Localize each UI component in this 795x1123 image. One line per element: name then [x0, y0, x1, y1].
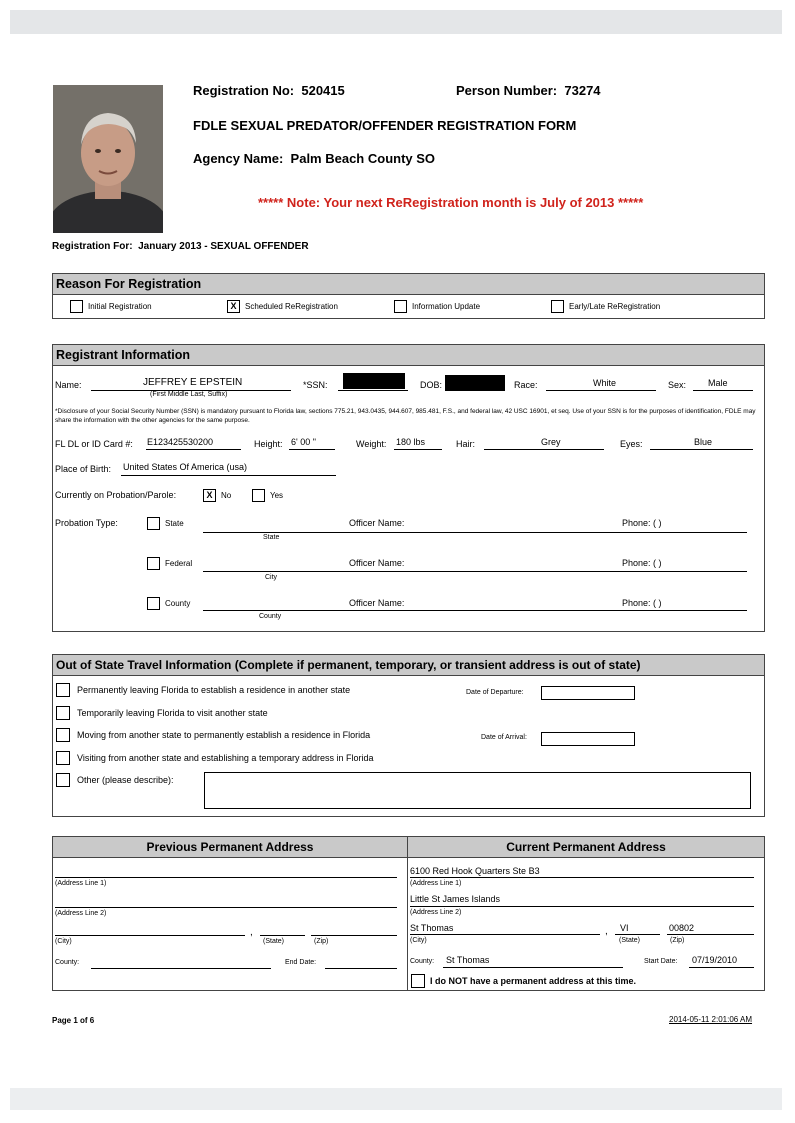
race-label: Race: — [514, 380, 538, 390]
name-hint: (First Middle Last, Suffix) — [150, 391, 228, 398]
print-timestamp: 2014-05-11 2:01:06 AM — [669, 1015, 753, 1024]
curr-start-date-value: 07/19/2010 — [692, 955, 738, 965]
checkbox-travel-permanently-leaving[interactable] — [56, 683, 70, 697]
label-scheduled-reregistration: Scheduled ReRegistration — [245, 302, 338, 311]
phone-label-1: Phone: ( ) — [622, 518, 662, 528]
probation-label: Currently on Probation/Parole: — [55, 490, 177, 500]
other-description-field[interactable] — [204, 772, 751, 809]
travel-section — [52, 654, 765, 817]
pob-label: Place of Birth: — [55, 464, 112, 474]
checkbox-initial-registration[interactable] — [70, 300, 83, 313]
prev-line1-label: (Address Line 1) — [55, 880, 107, 887]
travel-option-4: Visiting from another state and establishing a temporary address in Florida — [77, 753, 374, 763]
sex-value: Male — [708, 378, 728, 388]
checkbox-probation-federal[interactable] — [147, 557, 160, 570]
dob-label: DOB: — [420, 380, 443, 390]
curr-city-value: St Thomas — [410, 923, 454, 933]
departure-label: Date of Departure: — [466, 689, 524, 696]
weight-value: 180 lbs — [396, 437, 426, 447]
travel-option-1: Permanently leaving Florida to establish a residence in another state — [77, 685, 351, 695]
checkbox-probation-no[interactable]: X — [203, 489, 216, 502]
checkbox-travel-visiting[interactable] — [56, 751, 70, 765]
checkbox-information-update[interactable] — [394, 300, 407, 313]
curr-state-label: (State) — [619, 937, 641, 944]
probation-yes-label: Yes — [270, 491, 284, 500]
curr-start-date-label: Start Date: — [644, 958, 678, 965]
label-initial-registration: Initial Registration — [88, 302, 152, 311]
probation-federal-label: Federal — [165, 559, 193, 568]
height-value: 6' 00 " — [291, 437, 316, 447]
address-section: Previous Permanent Address Current Permanent Address (Address Line 1) (Address Line 2) , (City) (State) (Zip) County: End Date: 6100 Red Hook Quarters Ste B3 (Address Line 1) Little St James Islands (Address Line 2) St Thomas , VI 00802 (City) (State) (Zip) County: St Thomas Start Date: 07/19/2010 I do NOT have a permanent address at this time. — [52, 836, 765, 991]
officer-name-label-1: Officer Name: — [349, 518, 405, 528]
dl-label: FL DL or ID Card #: — [55, 439, 133, 449]
ssn-label: *SSN: — [303, 380, 328, 390]
arrival-date-field[interactable] — [541, 732, 635, 746]
checkbox-probation-yes[interactable] — [252, 489, 265, 502]
page-number: Page 1 of 6 — [52, 1016, 95, 1025]
phone-label-3: Phone: ( ) — [622, 598, 662, 608]
checkbox-scheduled-reregistration[interactable]: X — [227, 300, 240, 313]
probation-county-label: County — [165, 599, 191, 608]
arrival-label: Date of Arrival: — [481, 734, 527, 741]
checkbox-early-late-reregistration[interactable] — [551, 300, 564, 313]
prev-zip-label: (Zip) — [314, 938, 329, 945]
eyes-label: Eyes: — [620, 439, 643, 449]
ssn-disclosure: *Disclosure of your Social Security Number (SSN) is mandatory pursuant to Florida law, sections 775.21, 943.0435, 944.607, 985.481, F.S., and federal law, 42 USC 16901, et seq. Use of your SSN is for the purposes of identification, FDLE may share the information with the other agencies for the same purpose. — [55, 408, 756, 424]
registrant-title: Registrant Information — [53, 345, 764, 366]
checkbox-probation-state[interactable] — [147, 517, 160, 530]
label-information-update: Information Update — [412, 302, 481, 311]
sex-label: Sex: — [668, 380, 687, 390]
curr-zip-value: 00802 — [669, 923, 695, 933]
scan-edge-bottom — [10, 1088, 782, 1110]
registrant-section — [52, 344, 765, 632]
probation-state-sub: State — [263, 534, 280, 541]
hair-value: Grey — [541, 437, 561, 447]
checkbox-travel-temporarily-leaving[interactable] — [56, 706, 70, 720]
agency-name: Agency Name: Palm Beach County SO — [193, 151, 436, 166]
registrant-name: JEFFREY E EPSTEIN — [143, 377, 243, 388]
reason-title: Reason For Registration — [53, 274, 764, 295]
weight-label: Weight: — [356, 439, 387, 449]
curr-line2-label: (Address Line 2) — [410, 909, 462, 916]
probation-type-label: Probation Type: — [55, 518, 118, 528]
reason-section — [52, 273, 765, 319]
curr-county-value: St Thomas — [446, 955, 490, 965]
checkbox-no-permanent-address[interactable] — [411, 974, 425, 988]
checkbox-travel-other[interactable] — [56, 773, 70, 787]
curr-line2-value: Little St James Islands — [410, 894, 501, 904]
reregistration-note: ***** Note: Your next ReRegistration month is July of 2013 ***** — [258, 195, 644, 210]
no-permanent-address-label: I do NOT have a permanent address at this time. — [430, 976, 637, 986]
previous-address-title: Previous Permanent Address — [53, 837, 408, 858]
curr-line1-value: 6100 Red Hook Quarters Ste B3 — [410, 866, 540, 876]
dl-value: E123425530200 — [147, 437, 214, 447]
curr-city-label: (City) — [410, 937, 427, 944]
dob-redaction — [445, 375, 505, 390]
label-early-late-reregistration: Early/Late ReRegistration — [569, 302, 661, 311]
form-title: FDLE SEXUAL PREDATOR/OFFENDER REGISTRATION FORM — [193, 118, 577, 133]
travel-option-5: Other (please describe): — [77, 775, 174, 785]
probation-state-label: State — [165, 519, 184, 528]
prev-county-label: County: — [55, 959, 80, 966]
checkbox-travel-moving-in[interactable] — [56, 728, 70, 742]
scan-edge-top — [10, 10, 782, 34]
registrant-photo — [53, 85, 163, 233]
name-label: Name: — [55, 380, 82, 390]
checkbox-probation-county[interactable] — [147, 597, 160, 610]
travel-title: Out of State Travel Information (Complete if permanent, temporary, or transient address is out of state) — [53, 655, 764, 676]
phone-label-2: Phone: ( ) — [622, 558, 662, 568]
officer-name-label-2: Officer Name: — [349, 558, 405, 568]
prev-city-label: (City) — [55, 938, 72, 945]
departure-date-field[interactable] — [541, 686, 635, 700]
travel-option-3: Moving from another state to permanently establish a residence in Florida — [77, 730, 371, 740]
prev-state-label: (State) — [263, 938, 285, 945]
registration-for: Registration For: January 2013 - SEXUAL OFFENDER — [52, 241, 309, 252]
ssn-redaction — [343, 373, 405, 389]
pob-value: United States Of America (usa) — [123, 462, 248, 472]
officer-name-label-3: Officer Name: — [349, 598, 405, 608]
probation-no-label: No — [221, 491, 232, 500]
registration-number: Registration No: 520415 — [193, 83, 345, 98]
curr-zip-label: (Zip) — [670, 937, 685, 944]
curr-line1-label: (Address Line 1) — [410, 880, 462, 887]
race-value: White — [593, 378, 617, 388]
curr-county-label: County: — [410, 958, 435, 965]
prev-end-date-label: End Date: — [285, 959, 317, 966]
current-address-title: Current Permanent Address — [408, 837, 764, 858]
hair-label: Hair: — [456, 439, 476, 449]
prev-line2-label: (Address Line 2) — [55, 910, 107, 917]
height-label: Height: — [254, 439, 283, 449]
curr-state-value: VI — [620, 923, 629, 933]
probation-federal-sub: City — [265, 574, 278, 581]
travel-option-2: Temporarily leaving Florida to visit another state — [77, 708, 268, 718]
person-number: Person Number: 73274 — [456, 83, 601, 98]
probation-county-sub: County — [259, 613, 282, 620]
eyes-value: Blue — [694, 437, 713, 447]
